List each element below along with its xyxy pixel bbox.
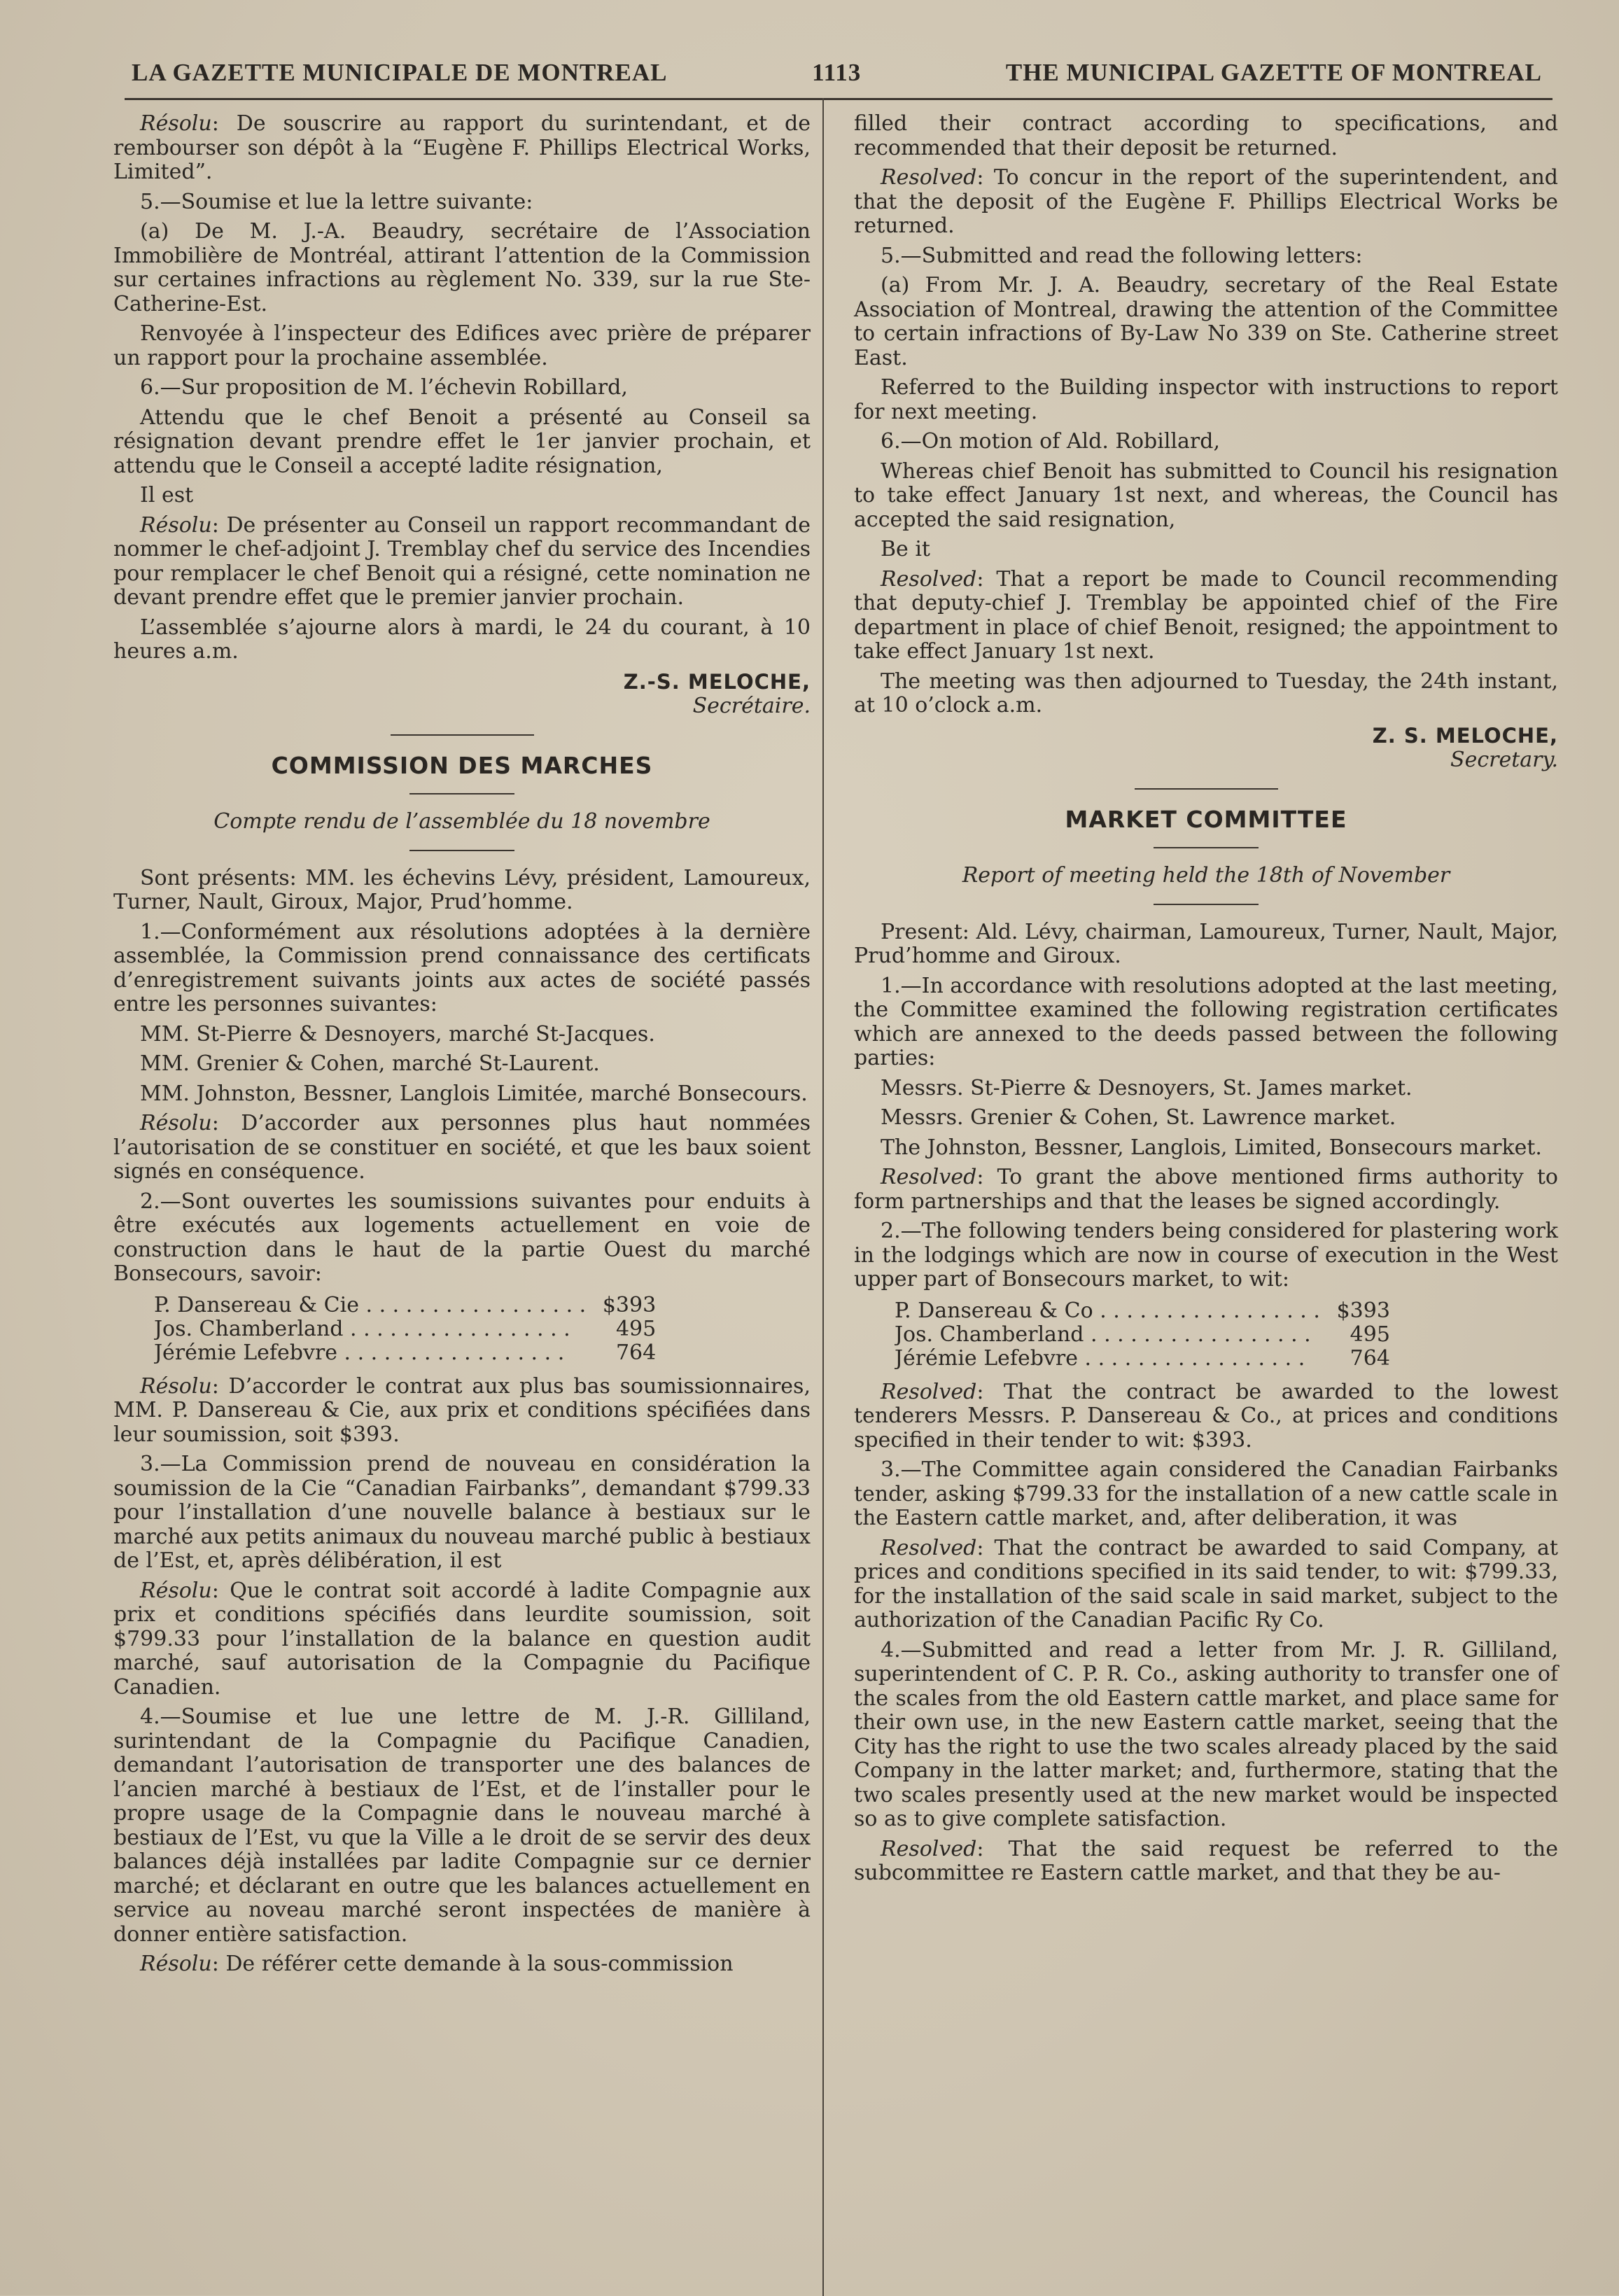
paragraph: Résolu: D’accorder aux personnes plus haut nommées l’autorisation de se constituer en société, et que les baux soient signés en conséquence.	[113, 1111, 811, 1184]
list-item: MM. St-Pierre & Desnoyers, marché St-Jacques.	[140, 1021, 655, 1046]
paragraph: Resolved: To grant the above mentioned firms authority to form partnerships and that the leases be signed accordingly.	[854, 1165, 1558, 1214]
table-row: Jos. Chamberland . . . . . . . . . . . . . . . . . 495	[895, 1322, 1390, 1347]
paragraph: (a) De M. J.-A. Beaudry, secrétaire de l’Association Immobilière de Montréal, attirant l’attention de la Commission sur certaines infractions au règlement No. 339, sur la rue Ste-Catherine-Est.	[113, 219, 811, 316]
paragraph: Resolved: That a report be made to Council recommending that deputy-chief J. Tremblay be appointed chief of the Fire department in place of chief Benoit, resigned; the appointment to take effect January 1st next.	[854, 566, 1558, 664]
tender-amount: $393	[602, 1292, 657, 1317]
signature-block	[113, 670, 811, 719]
paragraph: Résolu: Que le contrat soit accordé à ladite Compagnie aux prix et conditions spécifiés dans leurdite soumission, soit $799.33 pour l’installation de la balance en question audit marché, sauf autorisation de la Compagnie du Pacifique Canadien.	[113, 1578, 811, 1700]
paragraph: Whereas chief Benoit has submitted to Council his resignation to take effect January 1st next, and whereas, the Council has accepted the said resignation,	[854, 458, 1558, 532]
tender-amount: 495	[1350, 1322, 1390, 1347]
signature-title: Secrétaire.	[692, 694, 811, 718]
paragraph: 2.—Sont ouvertes les soumissions suivantes pour enduits à être exécutés aux logements actuellement en voie de construction dans le haut de la partie Ouest du marché Bonsecours, savoir:	[113, 1189, 811, 1286]
signature-title: Secretary.	[1450, 748, 1558, 772]
list-item: The Johnston, Bessner, Langlois, Limited, Bonsecours market.	[881, 1135, 1542, 1160]
paragraph: 5.—Soumise et lue la lettre suivante:	[140, 189, 533, 214]
section-divider	[1154, 847, 1259, 848]
paragraph: Present: Ald. Lévy, chairman, Lamoureux, Turner, Nault, Major, Prud’homme and Giroux.	[854, 919, 1558, 968]
paragraph: L’assemblée s’ajourne alors à mardi, le 24 du courant, à 10 heures a.m.	[113, 615, 811, 664]
list-item: MM. Johnston, Bessner, Langlois Limitée, marché Bonsecours.	[140, 1081, 808, 1106]
table-row: P. Dansereau & Co . . . . . . . . . . . . . . . . . $393	[895, 1298, 1390, 1323]
header-english-title: THE MUNICIPAL GAZETTE OF MONTREAL	[1005, 59, 1542, 86]
list-item: Messrs. Grenier & Cohen, St. Lawrence market.	[881, 1105, 1396, 1130]
section-subtitle: Compte rendu de l’assemblée du 18 novembre	[213, 809, 710, 834]
paragraph: Resolved: That the contract be awarded to said Company, at prices and conditions specified in its said tender, to wit: $799.33, for the installation of the said scale in said market, subject to the authorization of the Canadian Pacific Ry Co.	[854, 1535, 1558, 1632]
tender-name: Jos. Chamberland	[154, 1317, 344, 1341]
signature-block	[854, 724, 1558, 773]
paragraph: Il est	[140, 483, 194, 507]
paragraph: Resolved: That the contract be awarded to the lowest tenderers Messrs. P. Dansereau & Co., at prices and conditions specified in their tender to wit: $393.	[854, 1379, 1558, 1452]
paragraph: 5.—Submitted and read the following letters:	[881, 243, 1363, 268]
tender-name: Jos. Chamberland	[895, 1322, 1084, 1347]
french-column	[113, 112, 811, 1982]
paragraph: 1.—In accordance with resolutions adopted at the last meeting, the Committee examined the following registration certificates which are annexed to the deeds passed between the following parties:	[854, 973, 1558, 1070]
paragraph: Résolu: De souscrire au rapport du surintendant, et de rembourser son dépôt à la “Eugène F. Phillips Electrical Works, Limited”.	[113, 111, 811, 184]
tender-amount: 764	[1350, 1345, 1390, 1371]
header-rule	[125, 98, 1553, 100]
paragraph: 1.—Conformément aux résolutions adoptées à la dernière assemblée, la Commission prend connaissance des certificats d’enregistrement suivants joints aux actes de société passés entre les personnes suivantes:	[113, 919, 811, 1016]
tender-name: P. Dansereau & Co	[895, 1298, 1093, 1323]
tender-amount: 764	[615, 1340, 657, 1365]
paragraph: Résolu: De présenter au Conseil un rapport recommandant de nommer le chef-adjoint J. Tremblay chef du service des Incendies pour remplacer le chef Benoit qui a résigné, cette nomination ne devant prendre effet que le premier janvier prochain.	[113, 512, 811, 610]
paragraph: 6.—Sur proposition de M. l’échevin Robillard,	[140, 375, 628, 400]
tender-amount: $393	[1336, 1298, 1390, 1323]
section-title: MARKET COMMITTEE	[1065, 805, 1347, 833]
page-number: 1113	[812, 59, 862, 86]
table-row: Jos. Chamberland . . . . . . . . . . . . . . . . . 495	[154, 1316, 657, 1341]
section-subtitle: Report of meeting held the 18th of November	[962, 863, 1450, 888]
section-divider	[1154, 904, 1259, 905]
paragraph: Referred to the Building inspector with instructions to report for next meeting.	[854, 375, 1558, 424]
tender-amount: 495	[615, 1316, 657, 1341]
paragraph: 4.—Submitted and read a letter from Mr. J. R. Gilliland, superintendent of C. P. R. Co., asking authority to transfer one of the scales from the old Eastern cattle market, and place same for their own use, in the new Eastern cattle market, seeing that the City has the right to use the two scales already placed by the said Company in the latter market; and, furthermore, stating that the two scales presently used at the new market would be inspected so as to give complete satisfaction.	[854, 1637, 1558, 1831]
english-column	[854, 112, 1558, 1891]
list-item: MM. Grenier & Cohen, marché St-Laurent.	[140, 1051, 600, 1076]
paragraph: 2.—The following tenders being considered for plastering work in the lodgings which are now in course of execution in the West upper part of Bonsecours market, to wit:	[854, 1219, 1558, 1292]
table-row: Jérémie Lefebvre . . . . . . . . . . . . . . . . . 764	[154, 1340, 657, 1365]
tender-name: P. Dansereau & Cie	[154, 1293, 359, 1317]
tender-name: Jérémie Lefebvre	[895, 1346, 1078, 1371]
paragraph: Résolu: D’accorder le contrat aux plus bas soumissionnaires, MM. P. Dansereau & Cie, aux prix et conditions spécifiées dans leur soumission, soit $393.	[113, 1373, 811, 1447]
paragraph: Résolu: De référer cette demande à la sous-commission	[140, 1952, 734, 1976]
paragraph: 3.—La Commission prend de nouveau en considération la soumission de la Cie “Canadian Fairbanks”, demandant $799.33 pour l’installation d’une nouvelle balance à bestiaux sur le marché aux petits animaux du nouveau marché public à bestiaux de l’Est, et, après délibération, il est	[113, 1452, 811, 1573]
section-divider	[1135, 788, 1278, 790]
paragraph: The meeting was then adjourned to Tuesday, the 24th instant, at 10 o’clock a.m.	[854, 668, 1558, 718]
tender-table	[895, 1299, 1390, 1371]
section-divider	[409, 793, 514, 794]
header-french-title: LA GAZETTE MUNICIPALE DE MONTREAL	[132, 59, 668, 86]
page-header	[132, 52, 1542, 94]
section-divider	[391, 734, 534, 736]
table-row: Jérémie Lefebvre . . . . . . . . . . . . . . . . . 764	[895, 1345, 1390, 1371]
paragraph: Renvoyée à l’inspecteur des Edifices avec prière de préparer un rapport pour la prochaine assemblée.	[113, 321, 811, 370]
signature-name: Z. S. MELOCHE,	[1372, 723, 1558, 748]
paragraph: 4.—Soumise et lue une lettre de M. J.-R. Gilliland, surintendant de la Compagnie du Pacifique Canadien, demandant l’autorisation de transporter une des balances de l’ancien marché à bestiaux de l’Est, et de l’installer pour le propre usage de la Compagnie dans le nouveau marché à bestiaux de l’Est, vu que la Ville a le droit de se servir des deux balances déjà installées par ladite Compagnie sur ce dernier marché; et déclarant en outre que les balances actuellement en service au noveau marché seront inspectées de manière à donner entière satisfaction.	[113, 1704, 811, 1947]
paragraph: 3.—The Committee again considered the Canadian Fairbanks tender, asking $799.33 for the installation of a new cattle scale in the Eastern cattle market, and, after deliberation, it was	[854, 1457, 1558, 1530]
paragraph: 6.—On motion of Ald. Robillard,	[881, 429, 1220, 454]
paragraph: Resolved: To concur in the report of the superintendent, and that the deposit of the Eugène F. Phillips Electrical Works be returned.	[854, 165, 1558, 238]
paragraph: Be it	[881, 537, 930, 561]
table-row: P. Dansereau & Cie . . . . . . . . . . . . . . . . . $393	[154, 1292, 657, 1317]
paragraph: Resolved: That the said request be referred to the subcommittee re Eastern cattle market, and that they be au-	[854, 1836, 1558, 1885]
list-item: Messrs. St-Pierre & Desnoyers, St. James market.	[881, 1075, 1413, 1100]
paragraph: filled their contract according to specifications, and recommended that their deposit be returned.	[854, 111, 1558, 160]
paragraph: Sont présents: MM. les échevins Lévy, président, Lamoureux, Turner, Nault, Giroux, Major, Prud’homme.	[113, 865, 811, 914]
tender-name: Jérémie Lefebvre	[154, 1340, 337, 1365]
paragraph: Attendu que le chef Benoit a présenté au Conseil sa résignation devant prendre effet le 1er janvier prochain, et attendu que le Conseil a accepté ladite résignation,	[113, 405, 811, 478]
section-title: COMMISSION DES MARCHES	[271, 751, 653, 779]
section-divider	[409, 850, 514, 851]
tender-table	[154, 1294, 656, 1365]
column-divider	[822, 98, 824, 2296]
paragraph: (a) From Mr. J. A. Beaudry, secretary of the Real Estate Association of Montreal, drawing the attention of the Committee to certain infractions of By-Law No 339 on Ste. Catherine street East.	[854, 273, 1558, 370]
signature-name: Z.-S. MELOCHE,	[623, 669, 811, 694]
